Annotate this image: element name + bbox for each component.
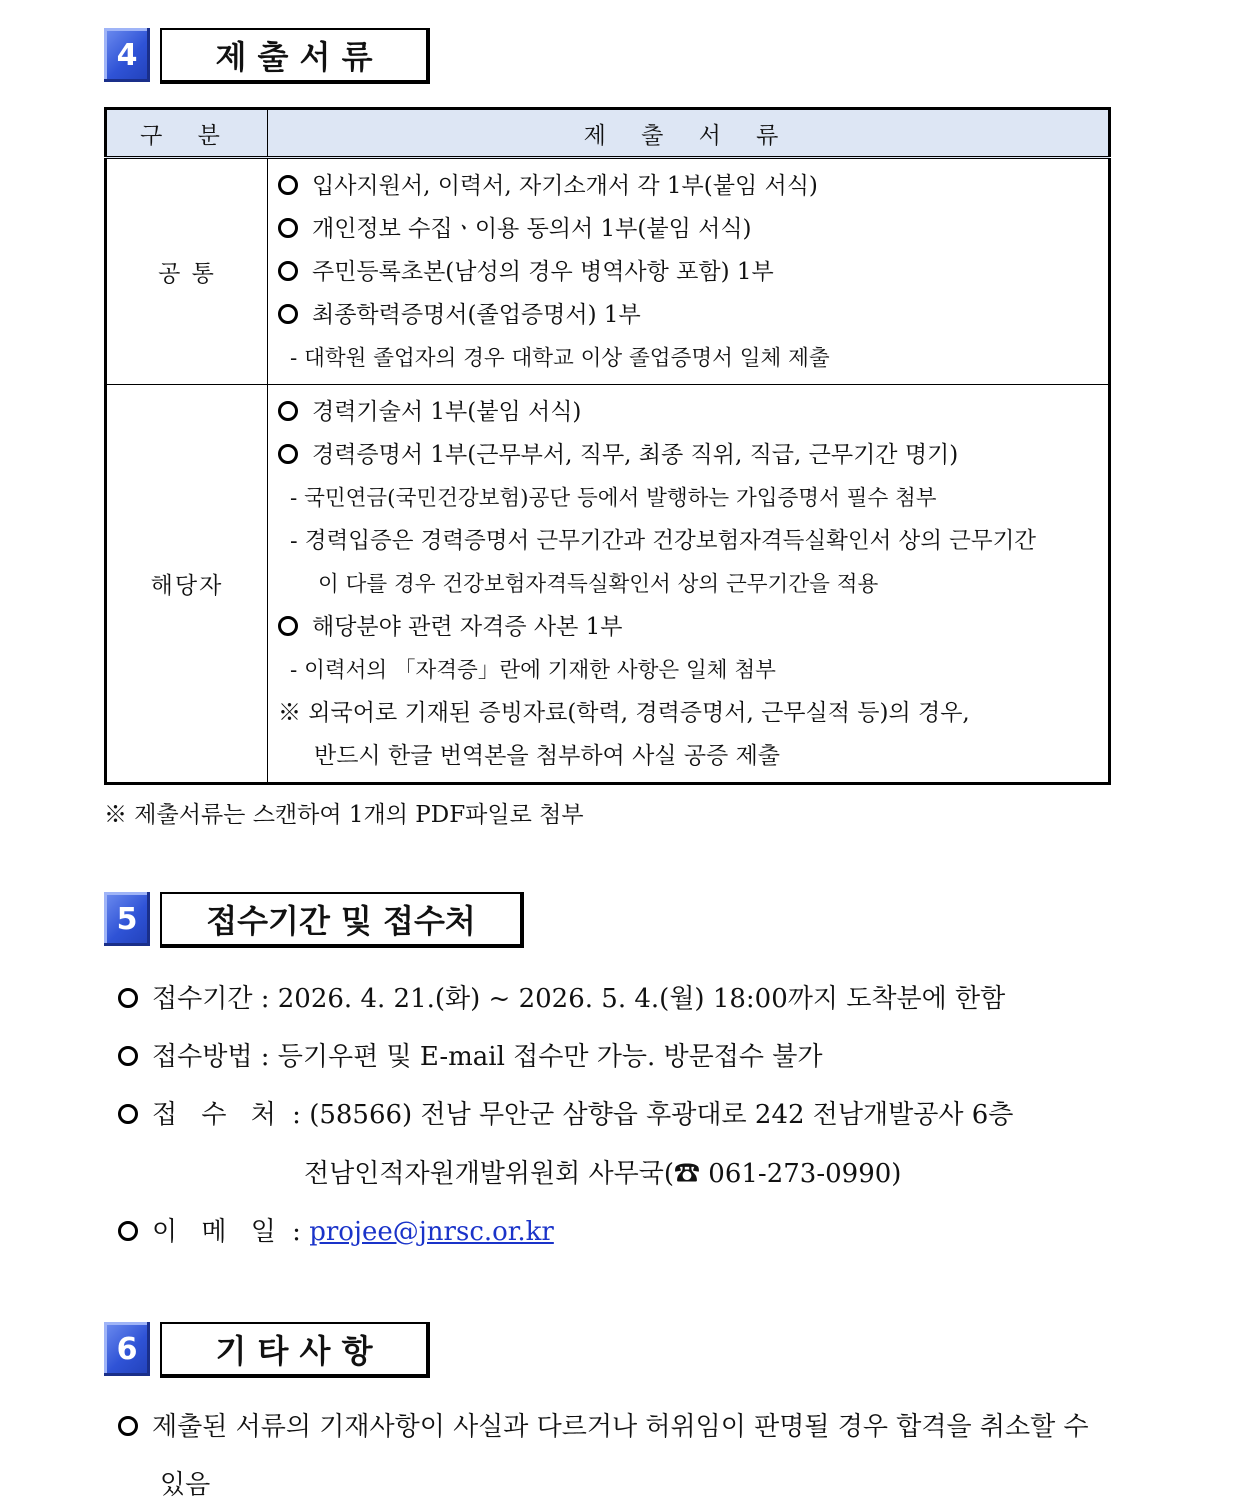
section-title: 접수기간 및 접수처	[160, 892, 524, 948]
note-item: ※ 외국어로 기재된 증빙자료(학력, 경력증명서, 근무실적 등)의 경우,	[278, 700, 970, 726]
circle-bullet-icon	[118, 1104, 138, 1124]
section-4-header	[104, 28, 430, 84]
circle-bullet-icon	[278, 401, 298, 421]
section-number: 5	[104, 892, 150, 946]
section-5-header	[104, 892, 524, 948]
reception-place-line2: 전남인적자원개발위원회 사무국(☎ 061-273-0990)	[304, 1159, 902, 1189]
circle-bullet-icon	[118, 1416, 138, 1436]
column-header: 구 분	[106, 109, 268, 158]
other-note-continuation: 있음	[160, 1470, 211, 1500]
list-item: 경력기술서 1부(붙임 서식)	[278, 391, 1100, 434]
section-number: 4	[104, 28, 150, 82]
list-item: 주민등록초본(남성의 경우 병역사항 포함) 1부	[278, 251, 1100, 294]
section-number: 6	[104, 1322, 150, 1376]
documents-table	[104, 107, 1111, 785]
content-cell	[268, 385, 1110, 784]
list-item: 경력증명서 1부(근무부서, 직무, 최종 직위, 직급, 근무기간 명기)	[278, 434, 1100, 477]
table-row	[106, 385, 1110, 784]
sub-item: - 이력서의 「자격증」란에 기재한 사항은 일체 첨부	[290, 658, 776, 683]
table-row	[106, 158, 1110, 385]
section-6-header	[104, 1322, 430, 1378]
pdf-note: ※ 제출서류는 스캔하여 1개의 PDF파일로 첨부	[104, 802, 584, 828]
reception-place: 접 수 처 : (58566) 전남 무안군 삼향읍 후광대로 242 전남개발공사 6층	[118, 1094, 1013, 1131]
circle-bullet-icon	[278, 261, 298, 281]
sub-item: - 경력입증은 경력증명서 근무기간과 건강보험자격득실확인서 상의 근무기간	[290, 528, 1037, 554]
section-title: 제 출 서 류	[160, 28, 430, 84]
sub-item: - 국민연금(국민건강보험)공단 등에서 발행하는 가입증명서 필수 첨부	[290, 486, 937, 511]
circle-bullet-icon	[278, 304, 298, 324]
circle-bullet-icon	[278, 218, 298, 238]
sub-item: - 대학원 졸업자의 경우 대학교 이상 졸업증명서 일체 제출	[290, 346, 830, 371]
circle-bullet-icon	[118, 1221, 138, 1241]
section-title: 기 타 사 항	[160, 1322, 430, 1378]
circle-bullet-icon	[278, 444, 298, 464]
reception-email: 이 메 일 : projee@jnrsc.or.kr	[118, 1211, 554, 1248]
column-header: 제 출 서 류	[268, 109, 1110, 158]
table-header-row	[106, 109, 1110, 158]
list-item: 입사지원서, 이력서, 자기소개서 각 1부(붙임 서식)	[278, 165, 1100, 208]
reception-method: 접수방법 : 등기우편 및 E-mail 접수만 가능. 방문접수 불가	[118, 1036, 823, 1073]
content-cell	[268, 158, 1110, 385]
circle-bullet-icon	[118, 1046, 138, 1066]
email-link[interactable]: projee@jnrsc.or.kr	[309, 1217, 554, 1247]
category-cell: 공 통	[106, 158, 268, 385]
circle-bullet-icon	[278, 175, 298, 195]
circle-bullet-icon	[118, 988, 138, 1008]
note-item-continuation: 반드시 한글 번역본을 첨부하여 사실 공증 제출	[314, 743, 781, 769]
circle-bullet-icon	[278, 616, 298, 636]
category-cell: 해당자	[106, 385, 268, 784]
reception-period: 접수기간 : 2026. 4. 21.(화) ~ 2026. 5. 4.(월) 18:00까지 도착분에 한함	[118, 978, 1005, 1015]
other-note: 제출된 서류의 기재사항이 사실과 다르거나 허위임이 판명될 경우 합격을 취소할 수	[118, 1406, 1089, 1443]
list-item: 개인정보 수집ㆍ이용 동의서 1부(붙임 서식)	[278, 208, 1100, 251]
list-item: 최종학력증명서(졸업증명서) 1부	[278, 294, 1100, 337]
list-item: 해당분야 관련 자격증 사본 1부	[278, 606, 1100, 649]
sub-item-continuation: 이 다를 경우 건강보험자격득실확인서 상의 근무기간을 적용	[318, 572, 879, 597]
